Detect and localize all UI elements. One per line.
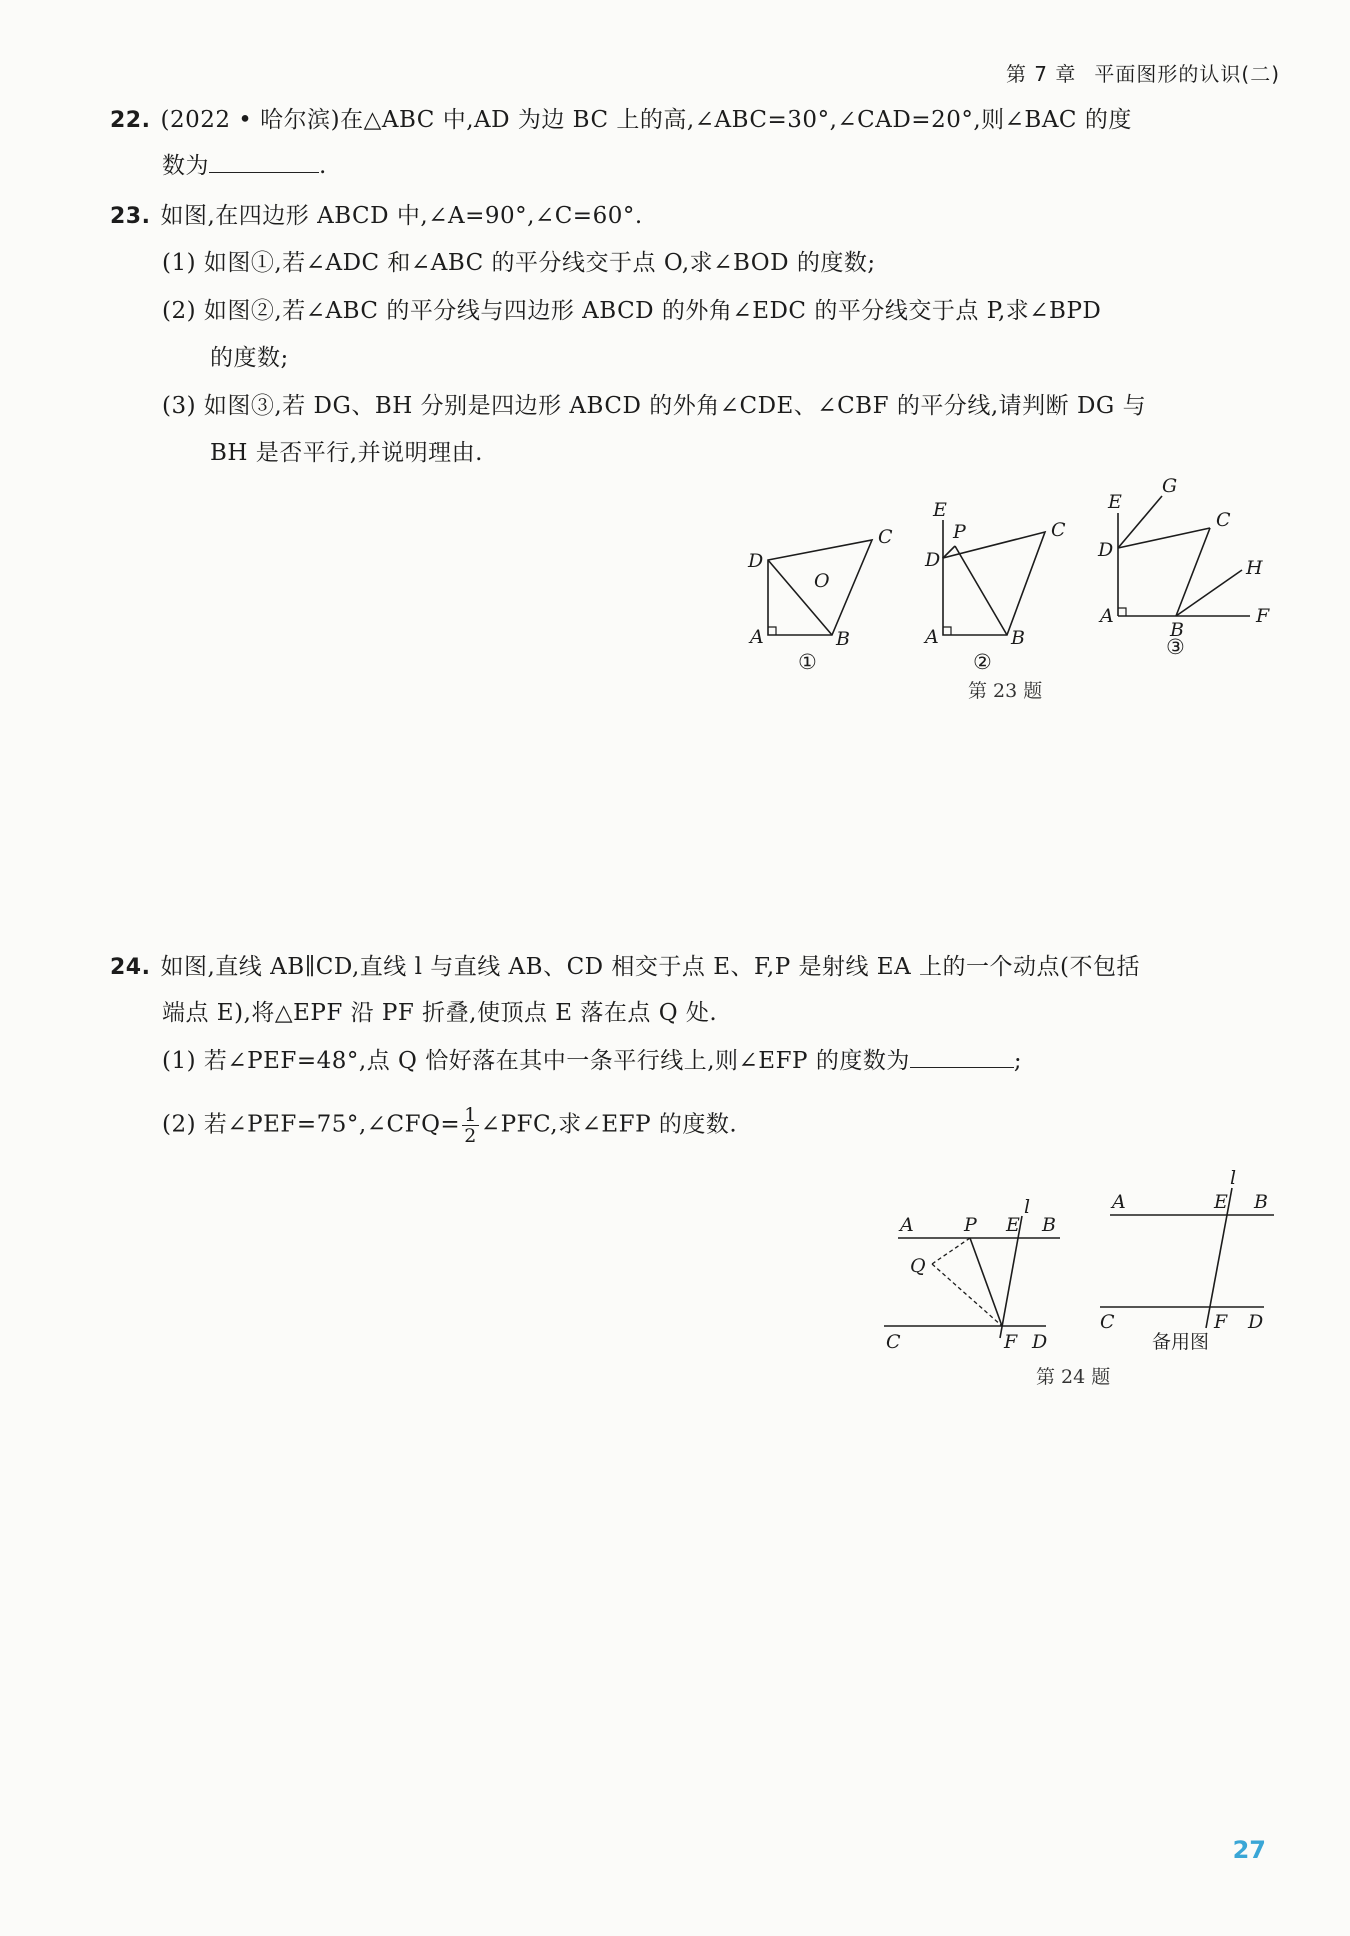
label-e: E <box>1214 1191 1228 1213</box>
q22-text: (2022 • 哈尔滨)在△ABC 中,AD 为边 BC 上的高,∠ABC=30°,∠CAD=20°,则∠BAC 的度 <box>160 107 1132 133</box>
label-c: C <box>878 526 893 548</box>
q22-answer-blank <box>209 150 319 173</box>
q23-number: 23. <box>110 204 151 229</box>
q24-part2-text-2: ∠PFC,求∠EFP 的度数. <box>480 1111 738 1138</box>
side-cb <box>1176 528 1210 616</box>
q23-part3-line1: (3) 如图③,若 DG、BH 分别是四边形 ABCD 的外角∠CDE、∠CBF 的平分线,请判断 DG 与 <box>162 393 1147 419</box>
label-o: O <box>814 570 830 592</box>
right-angle-mark <box>1118 608 1126 616</box>
label-b: B <box>1011 627 1025 649</box>
label-b: B <box>1254 1191 1268 1213</box>
q24-line1 <box>110 951 1140 984</box>
label-d: D <box>1248 1311 1264 1333</box>
label-q: Q <box>910 1255 926 1277</box>
fraction-one-half <box>462 1105 479 1146</box>
q23-intro <box>110 200 643 233</box>
figure-number-2: ② <box>973 650 992 674</box>
fraction-denominator: 2 <box>464 1125 477 1147</box>
q24-part1-end: ; <box>1013 1048 1023 1074</box>
quadrilateral-abcd <box>943 532 1045 635</box>
label-p: P <box>953 521 966 543</box>
chapter-number: 第 7 章 <box>1005 62 1077 86</box>
q22-text-2: 数为 <box>162 153 209 179</box>
label-d: D <box>1032 1331 1048 1353</box>
label-l: l <box>1230 1167 1237 1189</box>
fraction-numerator: 1 <box>464 1104 477 1126</box>
label-e: E <box>1108 491 1122 513</box>
q24-part1 <box>162 1045 1022 1077</box>
label-b: B <box>1170 619 1184 641</box>
label-d: D <box>1098 539 1114 561</box>
chapter-title: 平面图形的认识(二) <box>1094 62 1280 86</box>
label-b: B <box>836 628 850 650</box>
q24-part2 <box>162 1105 737 1146</box>
q24-figure-main <box>878 1198 1078 1358</box>
backup-figure-caption: 备用图 <box>1152 1331 1210 1353</box>
q22-number: 22. <box>110 108 151 133</box>
q22-line1 <box>110 104 1132 137</box>
bisector-bh <box>1176 570 1242 616</box>
label-h: H <box>1246 557 1263 579</box>
label-d: D <box>925 549 941 571</box>
label-c: C <box>1216 509 1231 531</box>
label-f: F <box>1256 605 1270 627</box>
q23-part1: (1) 如图①,若∠ADC 和∠ABC 的平分线交于点 O,求∠BOD 的度数; <box>162 250 876 276</box>
label-a: A <box>750 626 764 648</box>
label-g: G <box>1162 475 1178 497</box>
label-d: D <box>748 550 764 572</box>
right-angle-mark <box>943 627 951 635</box>
q23-figure-caption: 第 23 题 <box>968 680 1043 702</box>
chapter-header <box>1006 58 1280 87</box>
fold-pq <box>932 1238 970 1264</box>
label-l: l <box>1024 1196 1031 1218</box>
q24-answer-blank <box>910 1045 1014 1068</box>
page-number: 27 <box>1232 1836 1266 1864</box>
label-f: F <box>1214 1311 1228 1333</box>
q23-part2-line1: (2) 如图②,若∠ABC 的平分线与四边形 ABCD 的外角∠EDC 的平分线交于点 P,求∠BPD <box>162 298 1102 324</box>
q23-part2-line2: 的度数; <box>210 345 289 371</box>
figure-number-3: ③ <box>1166 635 1185 659</box>
label-f: F <box>1004 1331 1018 1353</box>
q23-part3-line2: BH 是否平行,并说明理由. <box>210 440 483 466</box>
label-e: E <box>1006 1214 1020 1236</box>
label-a: A <box>925 626 939 648</box>
label-e: E <box>933 499 947 521</box>
figure-number-1: ① <box>798 650 817 674</box>
q22-line2 <box>162 150 327 182</box>
q22-text-3: . <box>319 153 327 179</box>
q24-number: 24. <box>110 955 151 980</box>
q24-figure-backup <box>1092 1168 1292 1353</box>
label-c: C <box>886 1331 901 1353</box>
q23-figure-2 <box>915 500 1075 675</box>
label-a: A <box>900 1214 914 1236</box>
label-c: C <box>1100 1311 1115 1333</box>
q24-part2-text: (2) 若∠PEF=75°,∠CFQ= <box>162 1111 461 1138</box>
q23-figure-1 <box>740 515 900 675</box>
q24-figure-caption: 第 24 题 <box>1036 1366 1111 1388</box>
segment-pf <box>970 1238 1002 1326</box>
right-angle-mark <box>768 627 776 635</box>
label-a: A <box>1100 605 1114 627</box>
q23-figure-3 <box>1090 475 1280 678</box>
q24-text-1: 如图,直线 AB∥CD,直线 l 与直线 AB、CD 相交于点 E、F,P 是射线 EA 上的一个动点(不包括 <box>160 954 1140 980</box>
label-a: A <box>1112 1191 1126 1213</box>
q23-intro-text: 如图,在四边形 ABCD 中,∠A=90°,∠C=60°. <box>160 203 643 229</box>
label-b: B <box>1042 1214 1056 1236</box>
q24-part1-text: (1) 若∠PEF=48°,点 Q 恰好落在其中一条平行线上,则∠EFP 的度数为 <box>162 1048 910 1074</box>
bisector-bp <box>955 546 1007 635</box>
label-c: C <box>1051 519 1066 541</box>
q24-line2: 端点 E),将△EPF 沿 PF 折叠,使顶点 E 落在点 Q 处. <box>162 1000 718 1026</box>
label-p: P <box>964 1214 977 1236</box>
